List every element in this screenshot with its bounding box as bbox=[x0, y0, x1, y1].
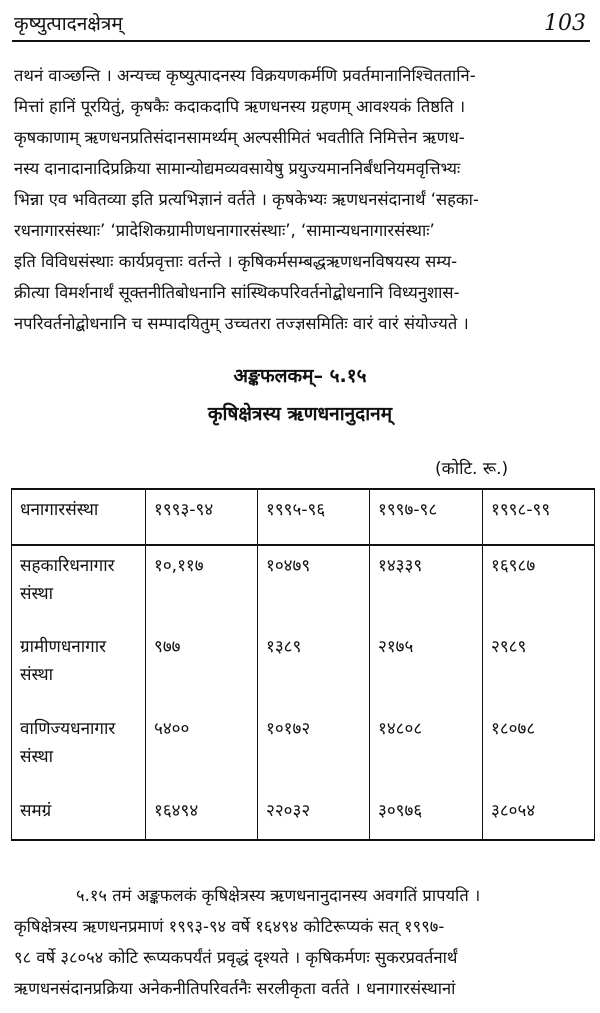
table-cell: १४३३९ bbox=[370, 545, 483, 627]
unit-label: (कोटि. रू.) bbox=[435, 459, 509, 479]
header-cell: १९९३-९४ bbox=[146, 489, 258, 545]
text-line: मित्तां हानिं पूरयितुं, कृषकैः कदाकदापि ऋणधनस्य ग्रहणम् आवश्यकं तिष्ठति । bbox=[14, 97, 466, 116]
running-head-title: कृष्युत्पादनक्षेत्रम् bbox=[14, 13, 123, 35]
text-line: भिन्ना एव भवितव्या इति प्रत्यभिज्ञानं वर्तते । कृषकेभ्यः ऋणधनसंदानार्थं ‘सहका- bbox=[14, 190, 479, 209]
table-cell: १६९८७ bbox=[483, 545, 595, 627]
text-line: ५.१५ तमं अङ्कफलकं कृषिक्षेत्रस्य ऋणधनानुदानस्य अवगतिं प्रापयति । bbox=[76, 886, 481, 905]
table-cell: २९८९ bbox=[483, 627, 595, 709]
row-label: सहकारिधनागार संस्था bbox=[12, 545, 146, 627]
text-line: इति विविधसंस्थाः कार्यप्रवृत्ताः वर्तन्ते । कृषिकर्मसम्बद्धऋणधनविषयस्य सम्य- bbox=[14, 252, 458, 271]
table-cell: १०४७९ bbox=[258, 545, 370, 627]
text-line: कृषिक्षेत्रस्य ऋणधनप्रमाणं १९९३-९४ वर्षे १६४९४ कोटिरूप्यकं सत् १९९७- bbox=[14, 917, 445, 936]
table-cell: ३८०५४ bbox=[483, 791, 595, 840]
body-paragraph-2 bbox=[14, 880, 586, 1004]
text-line: नपरिवर्तनोद्बोधनानि च सम्पादयितुम् उच्चतरा तज्ज्ञसमितिः वारं वारं संयोज्यते । bbox=[14, 314, 469, 333]
text-line: कृषकाणाम् ऋणधनप्रतिसंदानसामर्थ्यम् अल्पसीमितं भवतीति निमित्तेन ऋणध- bbox=[14, 128, 465, 147]
text-line: क्रीत्या विमर्शनार्थं सूक्तनीतिबोधनानि सांस्थिकपरिवर्तनोद्बोधनानि विध्यनुशास- bbox=[14, 283, 460, 302]
text-line: ऋणधनसंदानप्रक्रिया अनेकनीतिपरिवर्तनैः सरलीकृता वर्तते । धनागारसंस्थानां bbox=[14, 979, 456, 998]
table-cell: १६४९४ bbox=[146, 791, 258, 840]
table-cell: ९७७ bbox=[146, 627, 258, 709]
table-cell: १३८९ bbox=[258, 627, 370, 709]
data-table bbox=[11, 488, 595, 841]
running-head bbox=[14, 6, 586, 36]
row-label: ग्रामीणधनागार संस्था bbox=[12, 627, 146, 709]
text-line: रधनागारसंस्थाः’ ‘प्रादेशिकग्रामीणधनागारसंस्थाः’, ‘सामान्यधनागारसंस्थाः’ bbox=[14, 221, 435, 240]
header-cell: धनागारसंस्था bbox=[12, 489, 146, 545]
table-cell: २२०३२ bbox=[258, 791, 370, 840]
table-number: अङ्कफलकम्– ५.१५ bbox=[233, 365, 367, 387]
row-label: वाणिज्यधनागार संस्था bbox=[12, 709, 146, 791]
table-cell: ३०९७६ bbox=[370, 791, 483, 840]
table-cell: १४८०८ bbox=[370, 709, 483, 791]
table-cell: १८०७८ bbox=[483, 709, 595, 791]
table-title: कृषिक्षेत्रस्य ऋणधनानुदानम् bbox=[207, 403, 393, 425]
header-rule bbox=[12, 40, 590, 42]
table-row bbox=[12, 627, 595, 709]
header-cell: १९९७-९८ bbox=[370, 489, 483, 545]
table-cell: २१७५ bbox=[370, 627, 483, 709]
table-row bbox=[12, 545, 595, 627]
table-cell: १०,११७ bbox=[146, 545, 258, 627]
text-line: तथनं वाञ्छन्ति । अन्यच्च कृष्युत्पादनस्य विक्रयणकर्मणि प्रवर्तमानानिश्चिततानि- bbox=[14, 66, 476, 85]
table-cell: १०१७२ bbox=[258, 709, 370, 791]
table-total-row bbox=[12, 791, 595, 840]
table-row bbox=[12, 709, 595, 791]
page-number: 103 bbox=[544, 11, 586, 36]
text-line: ९८ वर्षे ३८०५४ कोटि रूप्यकपर्यंतं प्रवृद्धं दृश्यते । कृषिकर्मणः सुकरप्रवर्तनार्थं bbox=[14, 948, 458, 967]
table-header-row bbox=[12, 489, 595, 545]
body-paragraph-1 bbox=[14, 60, 586, 339]
header-cell: १९९५-९६ bbox=[258, 489, 370, 545]
row-label: समग्रं bbox=[12, 791, 146, 840]
header-cell: १९९८-९९ bbox=[483, 489, 595, 545]
text-line: नस्य दानादानादिप्रक्रिया सामान्योद्यमव्यवसायेषु प्रयुज्यमाननिर्बंधनियमवृत्तिभ्यः bbox=[14, 159, 461, 178]
table-cell: ५४०० bbox=[146, 709, 258, 791]
